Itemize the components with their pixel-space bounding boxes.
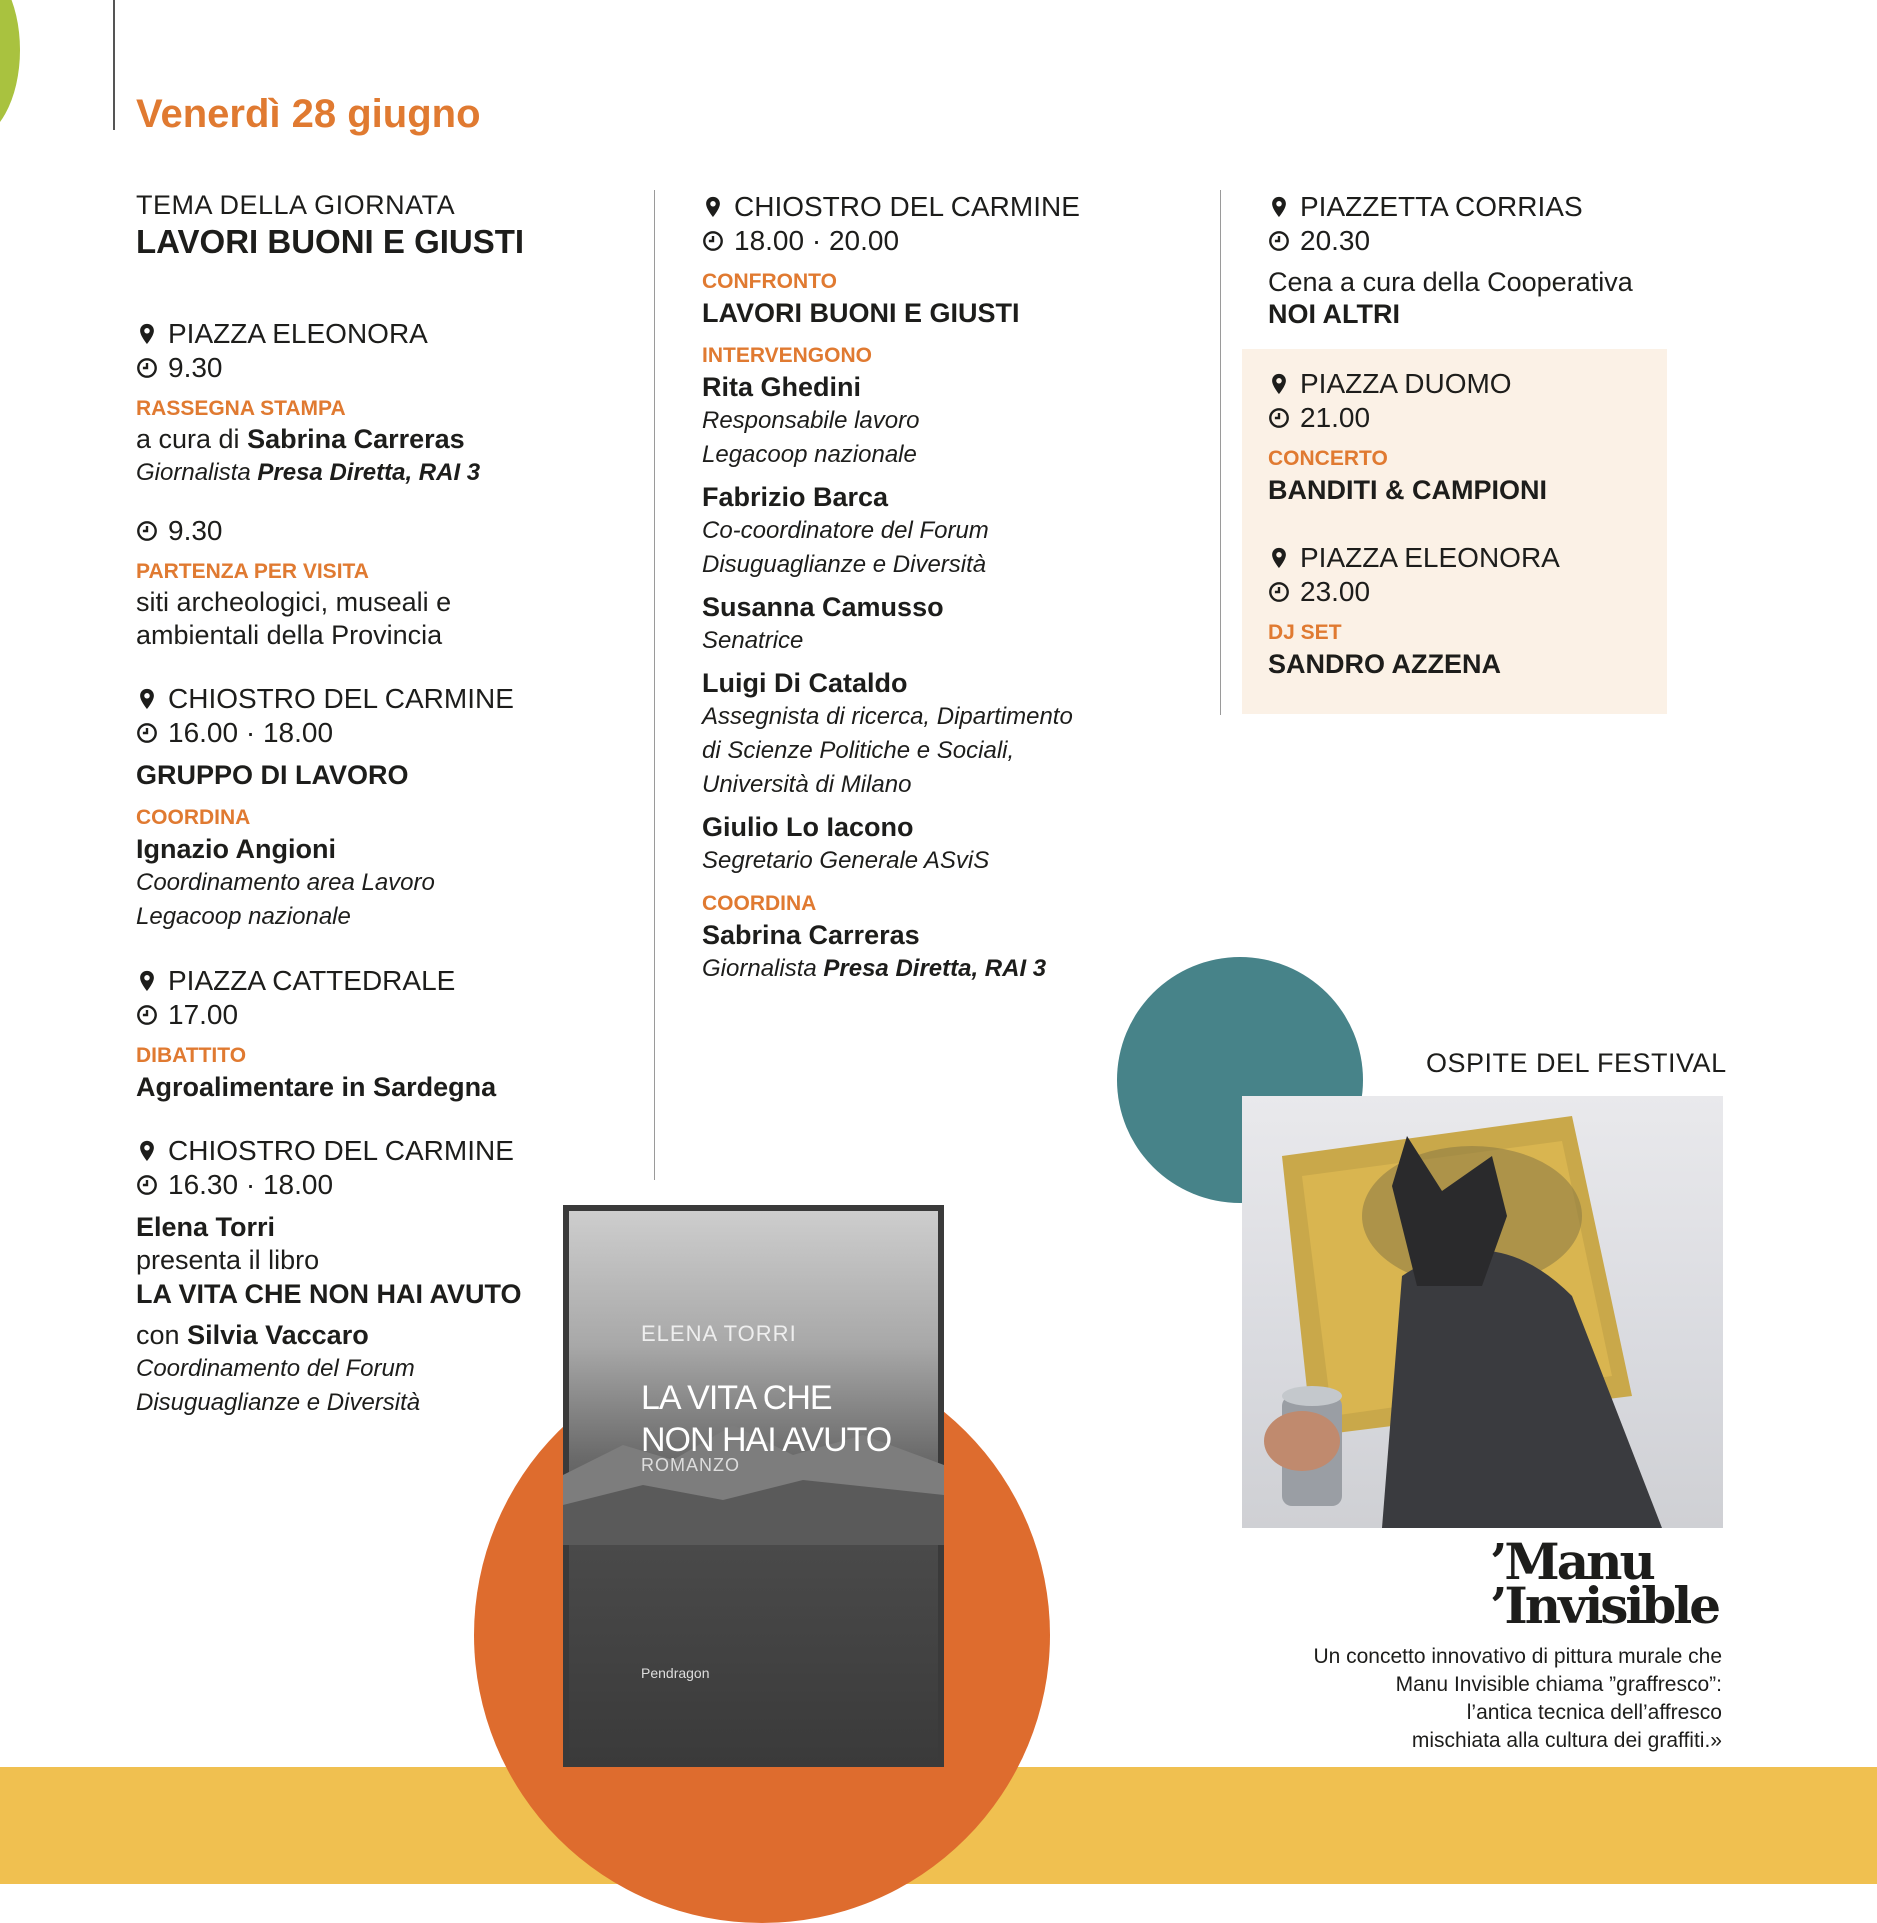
event-location: PIAZZETTA CORRIAS bbox=[1268, 190, 1688, 224]
speaker-role: Responsabile lavoro bbox=[702, 407, 920, 434]
event-category: DIBATTITO bbox=[136, 1044, 247, 1067]
event-category: RASSEGNA STAMPA bbox=[136, 397, 346, 420]
speaker-name: Fabrizio Barca bbox=[702, 482, 889, 512]
event-description: ambientali della Provincia bbox=[136, 620, 443, 650]
event-block bbox=[136, 964, 636, 1104]
map-pin-icon bbox=[702, 196, 724, 218]
map-pin-icon bbox=[1268, 547, 1290, 569]
event-category: CONCERTO bbox=[1268, 447, 1388, 470]
speaker-role: Giornalista Presa Diretta, RAI 3 bbox=[702, 955, 1047, 982]
map-pin-icon bbox=[136, 688, 158, 710]
book-author: ELENA TORRI bbox=[641, 1321, 797, 1346]
graffiti-artist-illustration bbox=[1242, 1096, 1723, 1528]
theme-label: TEMA DELLA GIORNATA bbox=[136, 190, 456, 220]
green-arc-decoration bbox=[0, 0, 20, 140]
manu-invisible-logo: ’Manu ’Invisible bbox=[1490, 1532, 1719, 1635]
event-time: 21.00 bbox=[1268, 401, 1667, 435]
event-category: CONFRONTO bbox=[702, 270, 837, 293]
speaker-role: Senatrice bbox=[702, 627, 804, 654]
event-block bbox=[1268, 541, 1667, 681]
event-title: LAVORI BUONI E GIUSTI bbox=[702, 298, 1020, 328]
event-location: PIAZZA ELEONORA bbox=[136, 317, 636, 351]
speaker-name: Ignazio Angioni bbox=[136, 834, 336, 864]
column-3 bbox=[1268, 190, 1688, 351]
column-1 bbox=[136, 190, 636, 1450]
map-pin-icon bbox=[136, 1140, 158, 1162]
event-block bbox=[1268, 367, 1667, 507]
speakers-label: INTERVENGONO bbox=[702, 344, 872, 367]
event-title: Agroalimentare in Sardegna bbox=[136, 1072, 497, 1102]
event-location: PIAZZA ELEONORA bbox=[1268, 541, 1667, 575]
clock-icon bbox=[136, 1004, 158, 1026]
event-time: 9.30 bbox=[136, 351, 636, 385]
map-pin-icon bbox=[1268, 196, 1290, 218]
speaker-role: Assegnista di ricerca, Dipartimento bbox=[702, 703, 1073, 730]
clock-icon bbox=[136, 1174, 158, 1196]
speaker-role: Legacoop nazionale bbox=[702, 441, 917, 468]
event-time: 9.30 bbox=[136, 514, 636, 548]
speaker-role: Coordinamento del Forum bbox=[136, 1355, 415, 1382]
event-time: 18.00 · 20.00 bbox=[702, 224, 1202, 258]
book-cover-image bbox=[563, 1205, 944, 1767]
speaker-name: Giulio Lo Iacono bbox=[702, 812, 914, 842]
guest-description: Un concetto innovativo di pittura murale che Manu Invisible chiama ”graffresco”: l’antica tecnica dell’affresco mischiata alla cultura dei graffiti.» bbox=[1313, 1645, 1722, 1752]
event-category: COORDINA bbox=[136, 806, 251, 829]
clock-icon bbox=[1268, 581, 1290, 603]
speaker-role: Legacoop nazionale bbox=[136, 903, 351, 930]
event-curator: a cura di Sabrina Carreras bbox=[136, 424, 465, 454]
guest-label: OSPITE DEL FESTIVAL bbox=[1426, 1048, 1727, 1078]
event-block bbox=[1268, 190, 1688, 329]
event-block bbox=[136, 1134, 636, 1420]
speaker-name: Luigi Di Cataldo bbox=[702, 668, 908, 698]
speaker-role: Coordinamento area Lavoro bbox=[136, 869, 435, 896]
speaker-role: Co-coordinatore del Forum bbox=[702, 517, 989, 544]
speaker-role: Disuguaglianze e Diversità bbox=[136, 1389, 421, 1416]
speaker-name: Susanna Camusso bbox=[702, 592, 944, 622]
evening-highlight-box bbox=[1242, 349, 1667, 714]
event-category: PARTENZA PER VISITA bbox=[136, 560, 369, 583]
column-divider-2 bbox=[1220, 190, 1221, 715]
event-location: CHIOSTRO DEL CARMINE bbox=[136, 1134, 636, 1168]
map-pin-icon bbox=[1268, 373, 1290, 395]
book-genre: ROMANZO bbox=[641, 1455, 740, 1475]
map-pin-icon bbox=[136, 970, 158, 992]
author-name: Elena Torri bbox=[136, 1212, 276, 1242]
event-title: BANDITI & CAMPIONI bbox=[1268, 475, 1547, 505]
event-block bbox=[136, 317, 636, 490]
event-time: 16.30 · 18.00 bbox=[136, 1168, 636, 1202]
event-description: siti archeologici, museali e bbox=[136, 587, 452, 617]
header-divider-line bbox=[113, 0, 115, 130]
guest-photo bbox=[1242, 1096, 1723, 1528]
speaker-role: Disuguaglianze e Diversità bbox=[702, 551, 987, 578]
book-title: LA VITA CHE NON HAI AVUTO bbox=[136, 1279, 522, 1309]
event-time: 17.00 bbox=[136, 998, 636, 1032]
speaker-role: Università di Milano bbox=[702, 771, 912, 798]
event-time: 23.00 bbox=[1268, 575, 1667, 609]
speaker-name: Sabrina Carreras bbox=[702, 920, 920, 950]
speaker-role: di Scienze Politiche e Sociali, bbox=[702, 737, 1015, 764]
event-location: CHIOSTRO DEL CARMINE bbox=[702, 190, 1202, 224]
event-category: DJ SET bbox=[1268, 621, 1342, 644]
event-category: COORDINA bbox=[702, 892, 817, 915]
clock-icon bbox=[1268, 407, 1290, 429]
clock-icon bbox=[136, 357, 158, 379]
clock-icon bbox=[702, 230, 724, 252]
theme-title: LAVORI BUONI E GIUSTI bbox=[136, 223, 525, 260]
speaker-list bbox=[702, 370, 1202, 878]
event-title: NOI ALTRI bbox=[1268, 299, 1400, 329]
speaker-name: Rita Ghedini bbox=[702, 372, 862, 402]
clock-icon bbox=[1268, 230, 1290, 252]
event-time: 16.00 · 18.00 bbox=[136, 716, 636, 750]
column-2 bbox=[702, 190, 1202, 986]
event-location: PIAZZA DUOMO bbox=[1268, 367, 1667, 401]
book-cover-title: LA VITA CHE NON HAI AVUTO bbox=[641, 1379, 892, 1459]
clock-icon bbox=[136, 520, 158, 542]
speaker-role: Segretario Generale ASviS bbox=[702, 847, 990, 874]
event-title: SANDRO AZZENA bbox=[1268, 649, 1501, 679]
event-block bbox=[136, 514, 636, 652]
event-role: Giornalista Presa Diretta, RAI 3 bbox=[136, 459, 481, 486]
event-time: 20.30 bbox=[1268, 224, 1688, 258]
event-description: presenta il libro bbox=[136, 1245, 320, 1275]
event-location: CHIOSTRO DEL CARMINE bbox=[136, 682, 636, 716]
event-title: GRUPPO DI LAVORO bbox=[136, 760, 409, 790]
event-block bbox=[136, 682, 636, 934]
map-pin-icon bbox=[136, 323, 158, 345]
day-title: Venerdì 28 giugno bbox=[136, 92, 481, 136]
book-publisher: Pendragon bbox=[641, 1665, 710, 1681]
event-description: Cena a cura della Cooperativa bbox=[1268, 267, 1633, 297]
clock-icon bbox=[136, 722, 158, 744]
event-guest: con Silvia Vaccaro bbox=[136, 1320, 369, 1350]
column-divider-1 bbox=[654, 190, 655, 1180]
event-location: PIAZZA CATTEDRALE bbox=[136, 964, 636, 998]
